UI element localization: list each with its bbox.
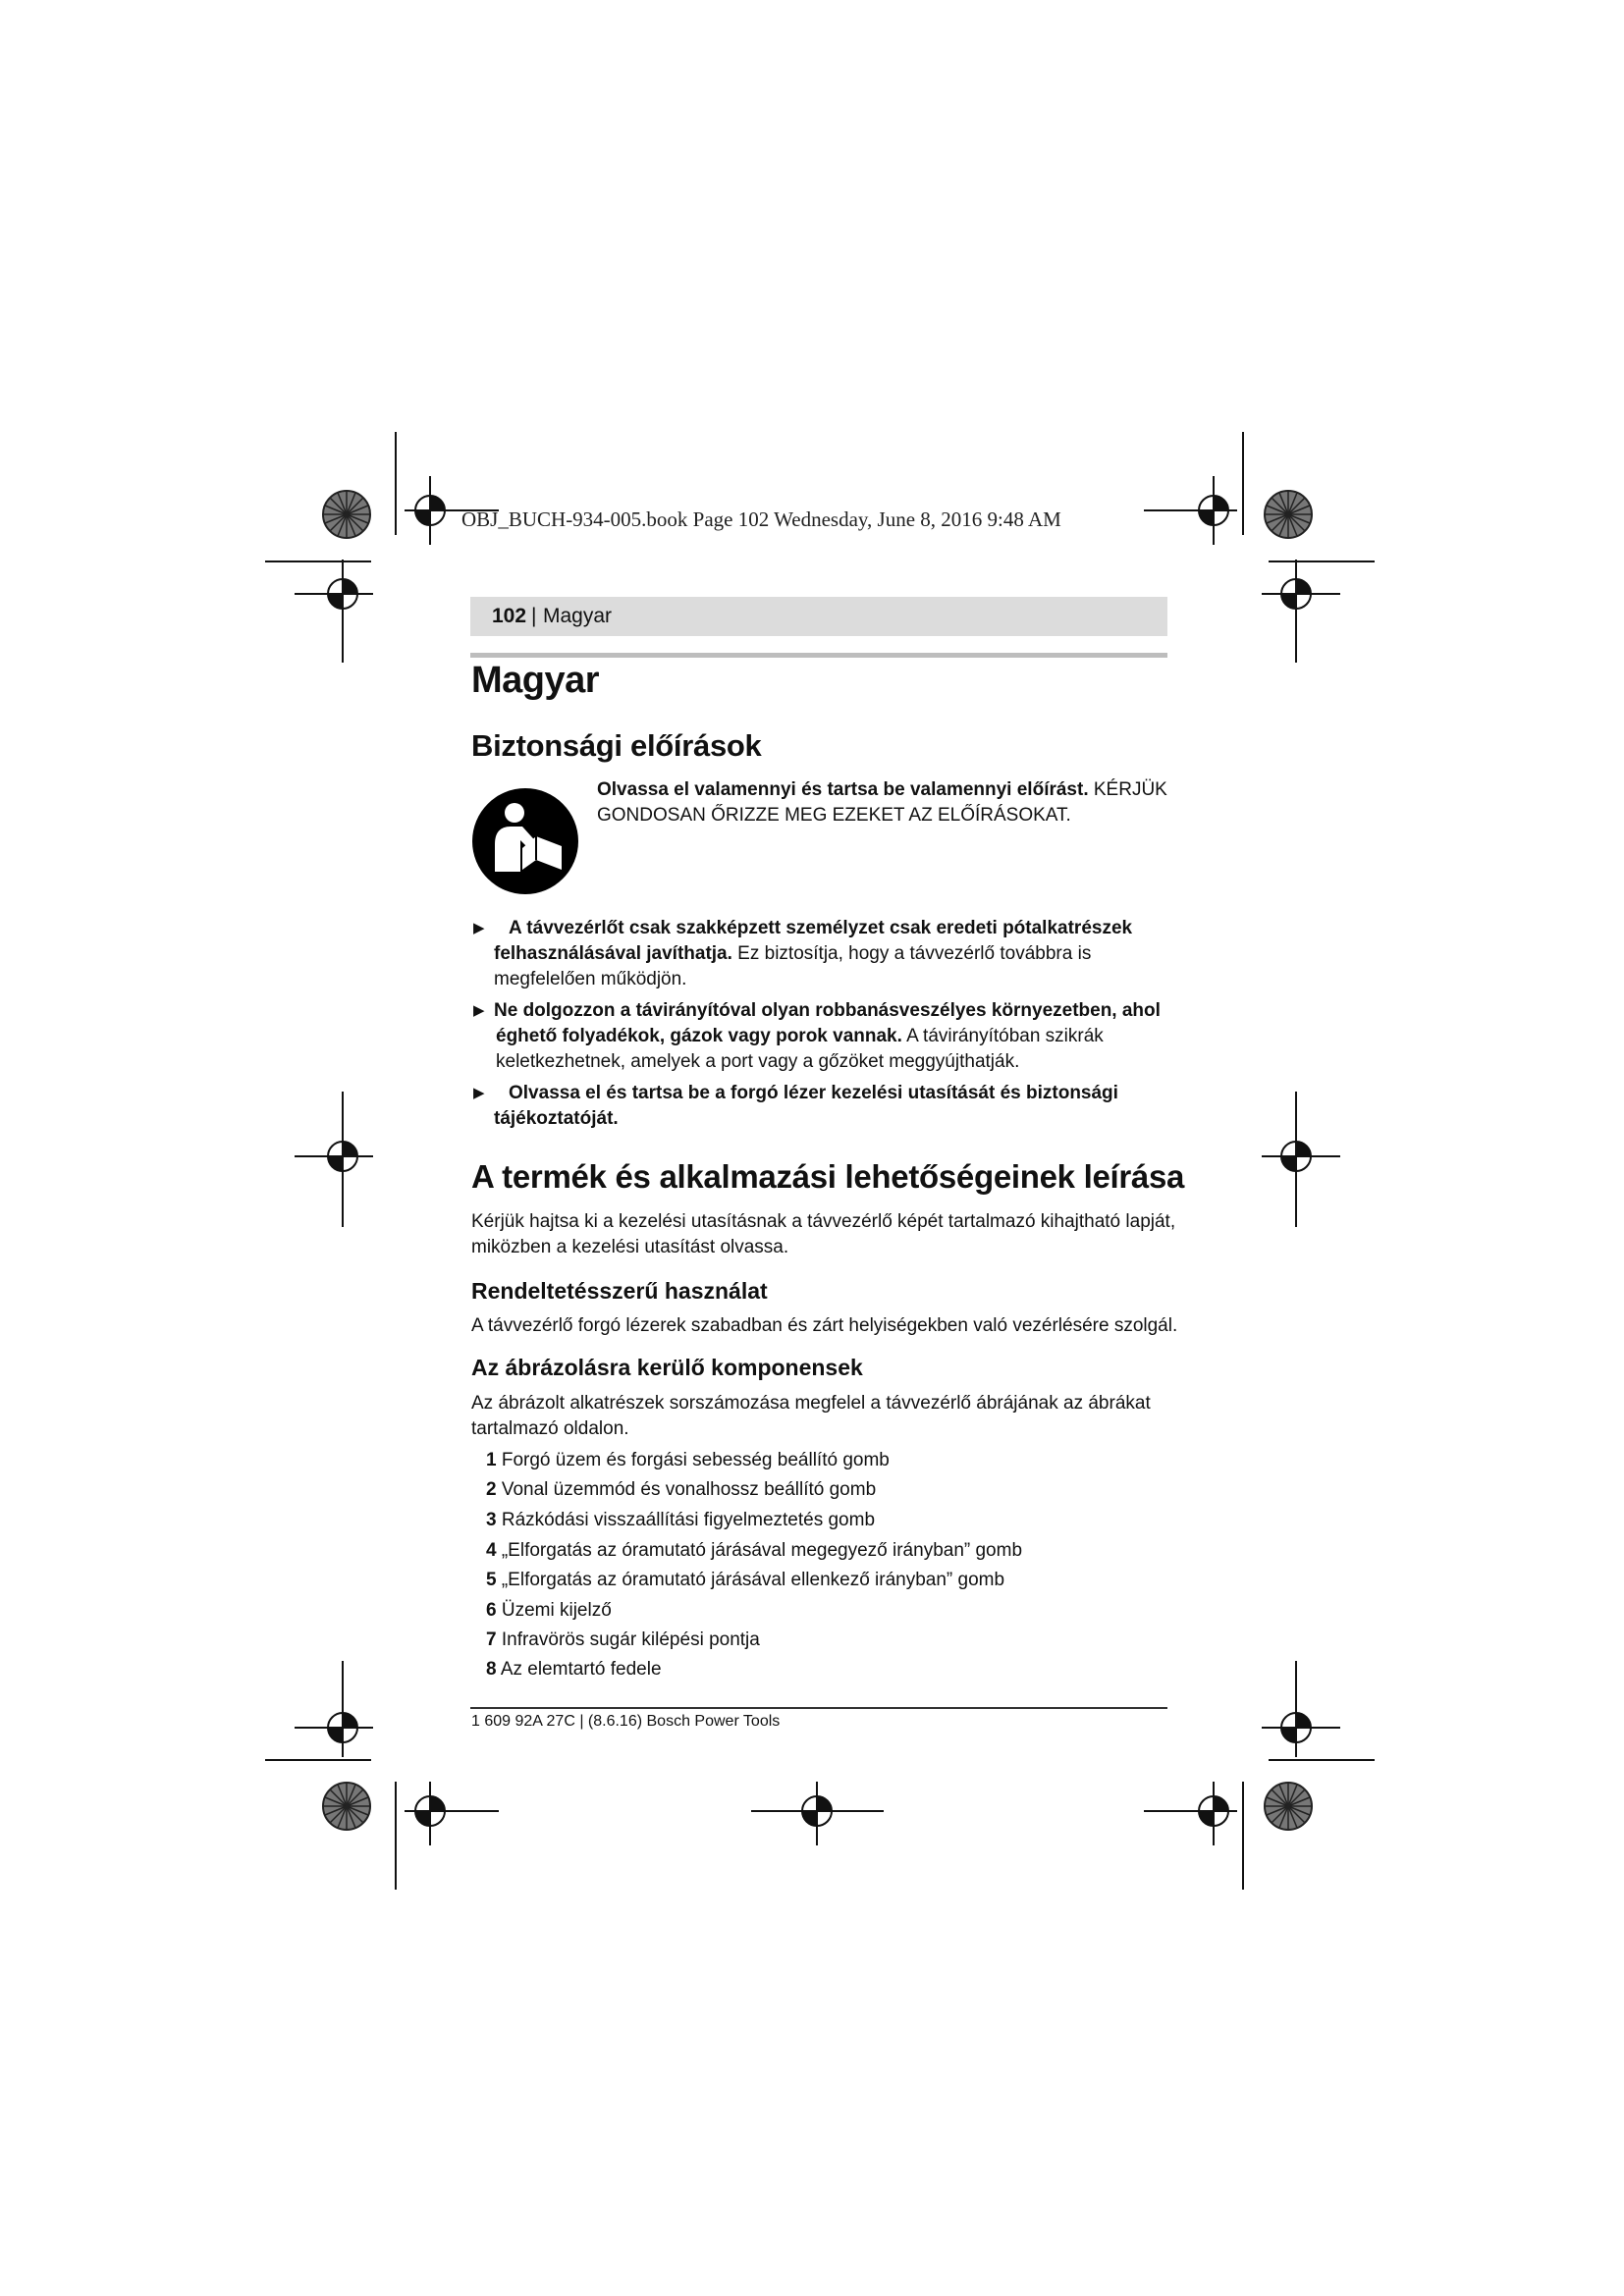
read-manual-icon <box>471 787 579 895</box>
safety-bullet <box>471 916 1178 992</box>
product-intro: Kérjük hajtsa ki a kezelési utasításnak a távvezérlő képét tartalmazó kihajtható lapját, miközben a kezelési utasítást olvassa. <box>471 1211 1176 1257</box>
component-number: 5 <box>486 1570 497 1590</box>
component-label: Vonal üzemmód és vonalhossz beállító gomb <box>501 1479 877 1500</box>
read-note-text: KÉRJÜK GONDOSAN ŐRIZZE MEG EZEKET AZ ELŐÍRÁSOKAT. <box>597 779 1167 826</box>
bullet-bold: Ne dolgozzon a távirányítóval olyan robbanásveszélyes környezetben, ahol éghető folyadékok, gázok vagy porok vannak. <box>494 1000 1161 1046</box>
footer-rule <box>470 1707 1167 1709</box>
component-number: 7 <box>486 1629 497 1650</box>
component-number: 1 <box>486 1450 497 1470</box>
running-header <box>470 597 1167 636</box>
component-item <box>486 1508 875 1533</box>
component-number: 8 <box>486 1659 497 1680</box>
product-heading: A termék és alkalmazási lehetőségeinek leírása <box>471 1158 1185 1195</box>
component-label: Infravörös sugár kilépési pontja <box>501 1629 760 1650</box>
safety-bullet <box>471 1081 1178 1132</box>
header-separator: | <box>531 605 537 627</box>
component-label: Rázkódási visszaállítási figyelmeztetés gomb <box>501 1510 876 1530</box>
component-number: 6 <box>486 1600 497 1621</box>
component-label: Üzemi kijelző <box>501 1600 612 1621</box>
components-heading: Az ábrázolásra kerülő komponensek <box>471 1355 863 1380</box>
intended-use-heading: Rendeltetésszerű használat <box>471 1278 768 1304</box>
component-number: 4 <box>486 1540 497 1561</box>
bullet-bold: A távvezérlőt csak szakképzett személyzet csak eredeti pótalkatrészek felhasználásával javíthatja. <box>494 918 1133 964</box>
components-intro: Az ábrázolt alkatrészek sorszámozása megfelel a távvezérlő ábrájának az ábrákat tartalmazó oldalon. <box>471 1393 1151 1439</box>
bullet-text: Ez biztosítja, hogy a távvezérlő továbbra is megfelelően működjön. <box>494 943 1092 989</box>
component-label: „Elforgatás az óramutató járásával megegyező irányban” gomb <box>501 1540 1023 1561</box>
component-item <box>486 1538 1022 1564</box>
component-item <box>486 1448 890 1473</box>
intended-use-text: A távvezérlő forgó lézerek szabadban és zárt helyiségekben való vezérlésére szolgál. <box>471 1315 1178 1336</box>
read-note-bold: Olvassa el valamennyi és tartsa be valamennyi előírást. <box>597 779 1089 800</box>
component-item <box>486 1568 1004 1593</box>
component-label: „Elforgatás az óramutató járásával ellenkező irányban” gomb <box>501 1570 1005 1590</box>
page-title: Magyar <box>471 660 600 701</box>
component-label: Forgó üzem és forgási sebesség beállító gomb <box>501 1450 890 1470</box>
component-item <box>486 1598 612 1624</box>
bullet-arrow-icon: ▶ <box>473 920 485 936</box>
page-number: 102 <box>492 605 527 627</box>
component-item <box>486 1657 662 1682</box>
bullet-text: A távirányítóban szikrák keletkezhetnek, amelyek a port vagy a gőzöket meggyújthatják. <box>496 1026 1104 1072</box>
component-item <box>486 1477 876 1503</box>
header-section: Magyar <box>543 605 613 627</box>
component-label: Az elemtartó fedele <box>500 1659 662 1680</box>
bullet-arrow-icon: ▶ <box>473 1085 485 1101</box>
component-number: 2 <box>486 1479 497 1500</box>
component-number: 3 <box>486 1510 497 1530</box>
safety-bullet <box>471 998 1178 1075</box>
print-slug: OBJ_BUCH-934-005.book Page 102 Wednesday, June 8, 2016 9:48 AM <box>461 507 1061 531</box>
component-item <box>486 1628 760 1653</box>
safety-heading: Biztonsági előírások <box>471 728 762 763</box>
page-footer: 1 609 92A 27C | (8.6.16) Bosch Power Tools <box>471 1713 781 1730</box>
read-instructions-note <box>597 777 1171 828</box>
header-rule <box>470 653 1167 658</box>
bullet-bold: Olvassa el és tartsa be a forgó lézer kezelési utasítását és biztonsági tájékoztatóját. <box>494 1083 1118 1129</box>
bullet-arrow-icon: ▶ <box>473 1002 485 1019</box>
